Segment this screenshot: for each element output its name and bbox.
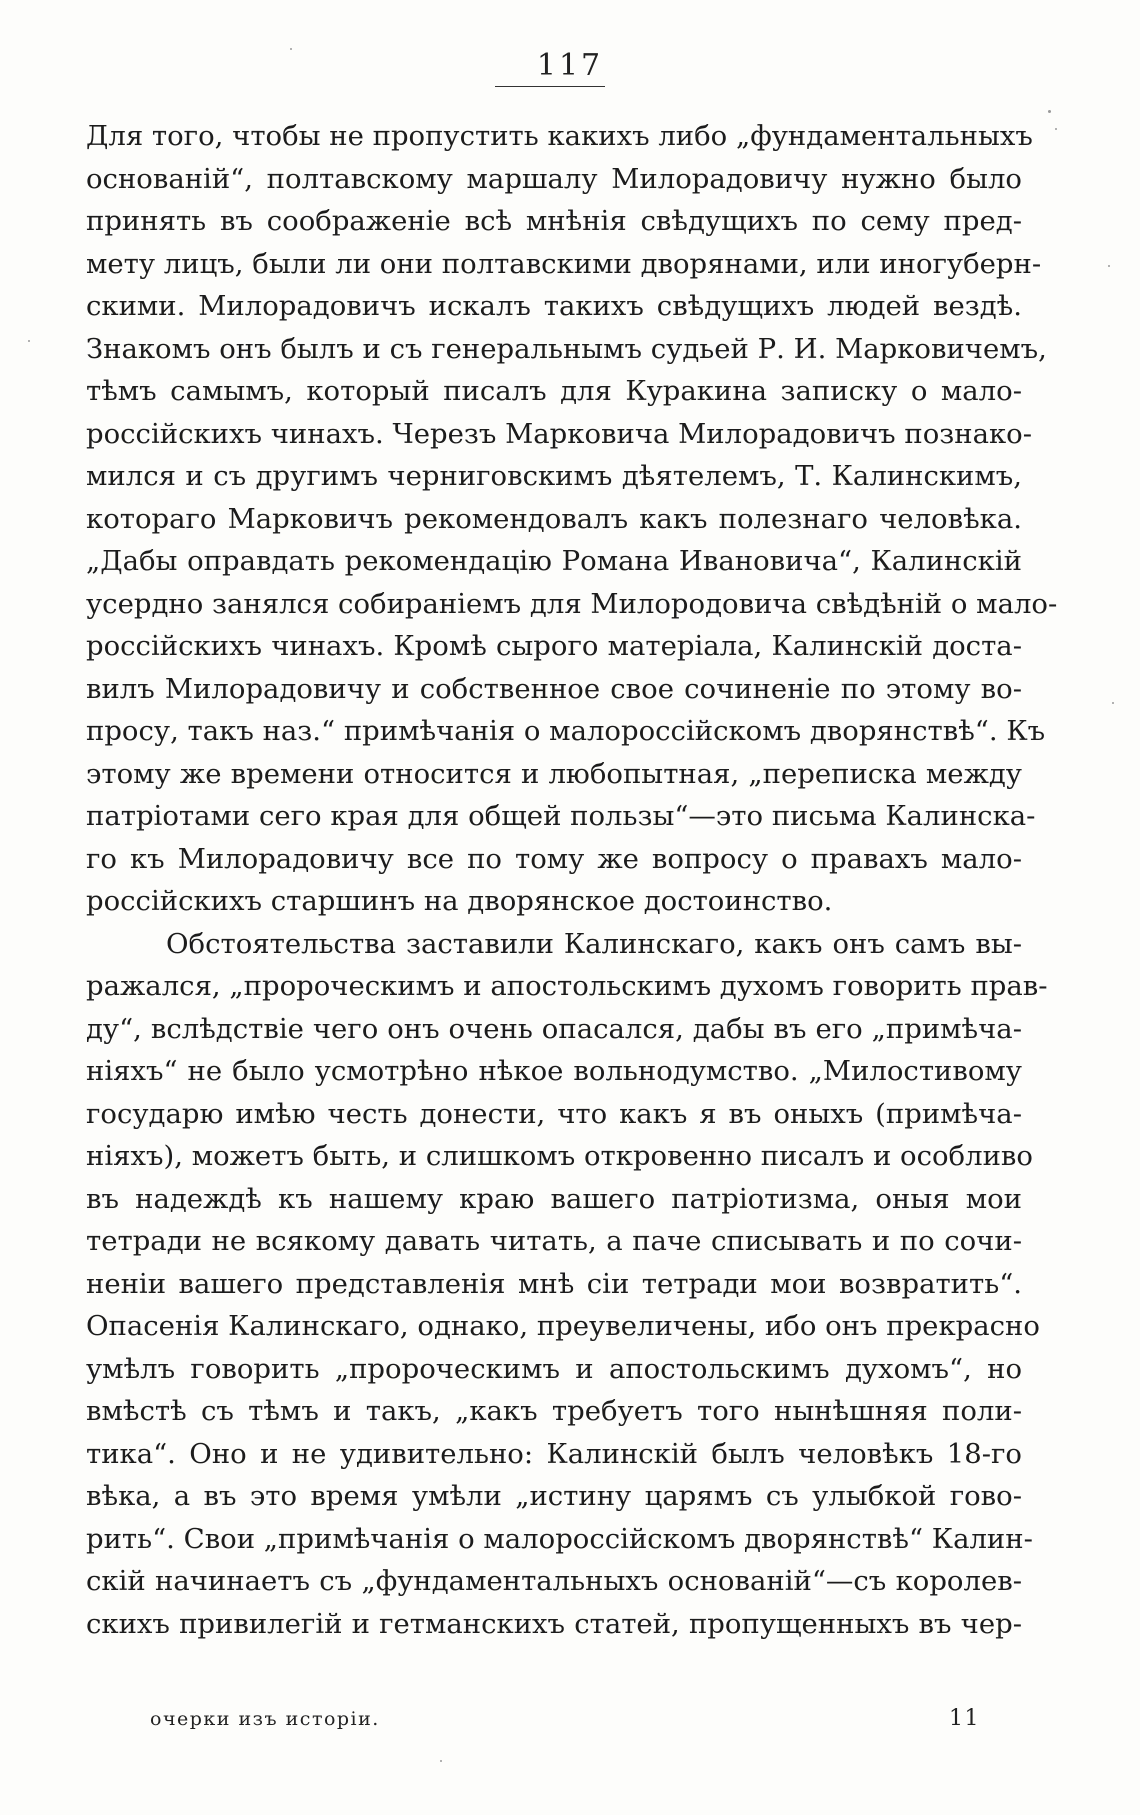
footer-signature-mark: 11	[949, 1706, 980, 1731]
text-line: Опасенія Калинскаго, однако, преувеличены, ибо онъ прекрасно	[86, 1310, 1040, 1342]
scan-speck	[1048, 110, 1051, 113]
paragraph-1	[86, 115, 1058, 923]
text-line: россійскихъ старшинъ на дворянское достоинство.	[86, 885, 833, 917]
text-line: „Дабы оправдать рекомендацію Романа Ивановича“, Калинскій	[86, 545, 1022, 577]
scan-speck	[1055, 128, 1057, 130]
scan-speck	[440, 1760, 442, 1762]
text-line: Для того, чтобы не пропустить какихъ либо „фундаментальныхъ	[86, 120, 1033, 152]
text-line: скихъ привилегій и гетманскихъ статей, пропущенныхъ въ чер-	[86, 1607, 1022, 1640]
text-line: вмѣстѣ съ тѣмъ и такъ, „какъ требуетъ того нынѣшняя поли-	[86, 1395, 1022, 1427]
page-number: 117	[536, 48, 604, 83]
body-text	[86, 115, 1058, 1645]
text-line: усердно занялся собираніемъ для Милородовича свѣдѣній о мало-	[86, 587, 1058, 620]
text-line: вѣка, а въ это время умѣли „истину царямъ съ улыбкой гово-	[86, 1480, 1022, 1512]
text-line: этому же времени относится и любопытная, „переписка между	[86, 757, 1022, 790]
text-line: ніяхъ), можетъ быть, и слишкомъ откровенно писалъ и особливо	[86, 1140, 1033, 1172]
text-line: въ надеждѣ къ нашему краю вашего патріотизма, оныя мои	[86, 1182, 1022, 1215]
text-line: умѣлъ говорить „пророческимъ и апостольскимъ духомъ“, но	[86, 1352, 1022, 1385]
text-line: Обстоятельства заставили Калинскаго, какъ онъ самъ вы-	[166, 927, 1022, 960]
text-line: мету лицъ, были ли они полтавскими дворянами, или иногуберн-	[86, 247, 1042, 280]
scan-speck	[1108, 265, 1110, 267]
scan-speck	[28, 340, 30, 342]
text-line: го къ Милорадовичу все по тому же вопросу о правахъ мало-	[86, 842, 1022, 875]
text-line: патріотами сего края для общей пользы“—это письма Калинска-	[86, 800, 1036, 832]
text-line: вилъ Милорадовичу и собственное свое сочиненіе по этому во-	[86, 672, 1022, 705]
text-line: котораго Марковичъ рекомендовалъ какъ полезнаго человѣка.	[86, 502, 1022, 535]
text-line: принять въ соображеніе всѣ мнѣнія свѣдущихъ по сему пред-	[86, 205, 1022, 237]
text-line: государю имѣю честь донести, что какъ я въ оныхъ (примѣча-	[86, 1097, 1022, 1130]
text-line: россійскихъ чинахъ. Черезъ Марковича Милорадовичъ познако-	[86, 417, 1033, 450]
footer-running-title: очерки изъ исторіи.	[150, 1708, 380, 1730]
text-line: неніи вашего представленія мнѣ сіи тетради мои возвратить“.	[86, 1267, 1022, 1300]
text-line: Знакомъ онъ былъ и съ генеральнымъ судьей Р. И. Марковичемъ,	[86, 332, 1047, 365]
page-footer	[150, 1700, 980, 1736]
scan-speck	[1112, 702, 1114, 704]
text-line: ду“, вслѣдствіе чего онъ очень опасался, дабы въ его „примѣча-	[86, 1012, 1022, 1045]
paragraph-2	[86, 923, 1048, 1646]
page-number-rule	[495, 86, 605, 87]
text-line: тетради не всякому давать читать, а паче списывать и по сочи-	[86, 1225, 1022, 1257]
text-line: основаній“, полтавскому маршалу Милорадовичу нужно было	[86, 162, 1022, 195]
text-line: тѣмъ самымъ, который писалъ для Куракина записку о мало-	[86, 375, 1022, 407]
text-line: скій начинаетъ съ „фундаментальныхъ основаній“—съ королев-	[86, 1565, 1022, 1597]
text-line: ніяхъ“ не было усмотрѣно нѣкое вольнодумство. „Милостивому	[86, 1055, 1022, 1087]
text-line: тика“. Оно и не удивительно: Калинскій былъ человѣкъ 18-го	[86, 1437, 1022, 1470]
text-line: скими. Милорадовичъ искалъ такихъ свѣдущихъ людей вездѣ.	[86, 290, 1022, 322]
text-line: просу, такъ наз.“ примѣчанія о малороссійскомъ дворянствѣ“. Къ	[86, 715, 1046, 747]
text-line: рить“. Свои „примѣчанія о малороссійскомъ дворянствѣ“ Калин-	[86, 1522, 1033, 1555]
text-line: россійскихъ чинахъ. Кромѣ сырого матеріала, Калинскій доста-	[86, 630, 1022, 662]
scan-speck	[290, 48, 292, 50]
text-line: ражался, „пророческимъ и апостольскимъ духомъ говорить прав-	[86, 970, 1048, 1002]
text-line: мился и съ другимъ черниговскимъ дѣятелемъ, Т. Калинскимъ,	[86, 460, 1022, 492]
